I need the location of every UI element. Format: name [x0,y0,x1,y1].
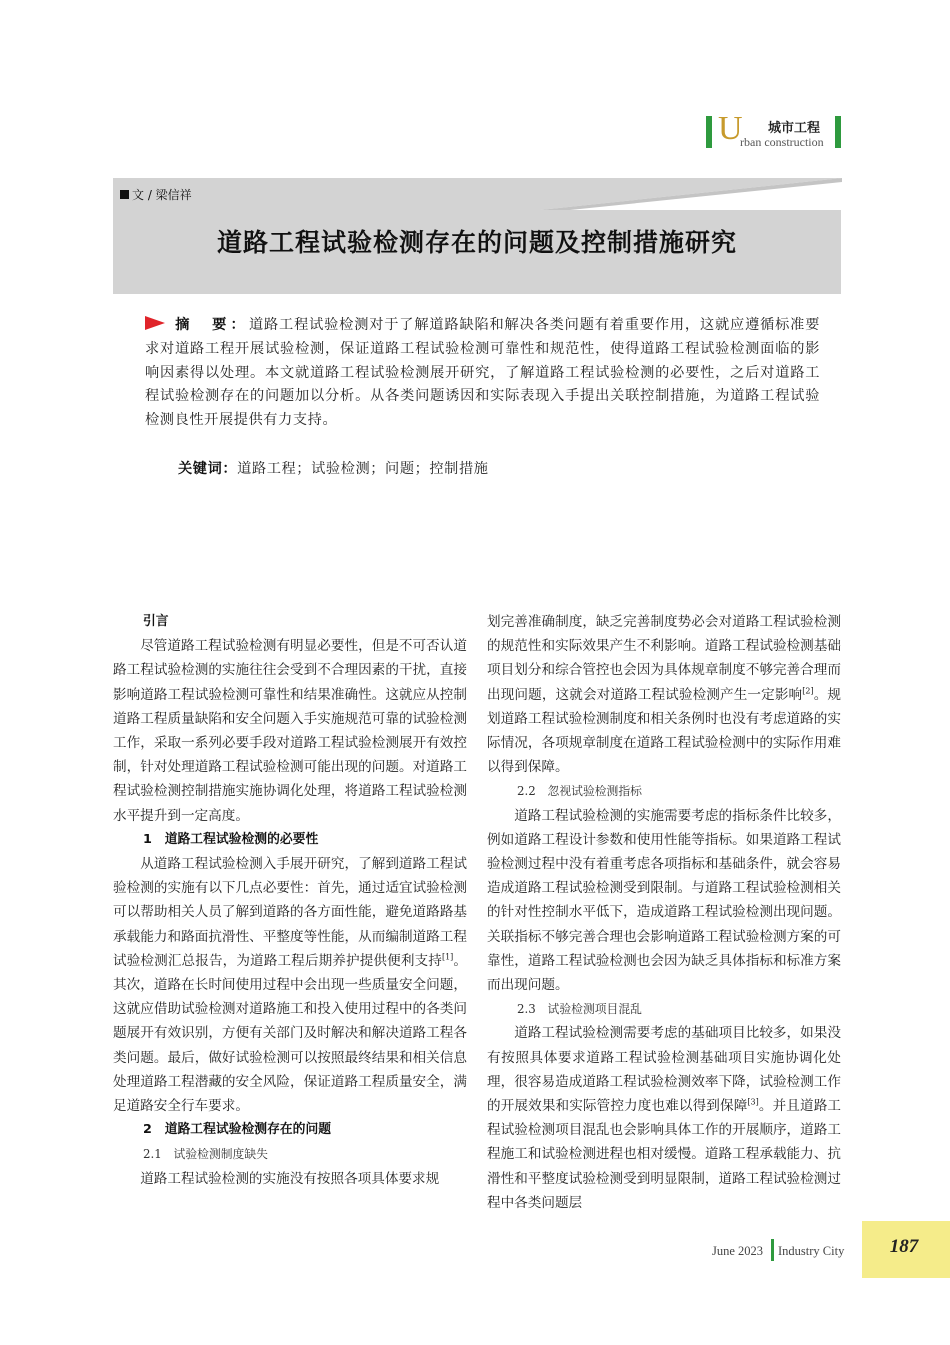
author-name: 文 / 梁信祥 [132,188,192,202]
section-1-heading: 1 道路工程试验检测的必要性 [143,831,319,847]
citation-3: [3] [747,1097,759,1107]
section-2-3-text-a: 道路工程试验检测需要考虑的基础项目比较多，如果没有按照具体要求道路工程试验检测基础项目实施协调化处理，很容易造成道路工程试验检测效率下降，试验检测工作的开展效果和实际管控力度也难以得到保障 [487,1025,841,1115]
keywords-text: 道路工程；试验检测；问题；控制措施 [237,461,489,477]
section-2-1-cont-b: 。规划道路工程试验检测制度和相关条例时也没有考虑道路的实际情况，各项规章制度在道路工程试验检测中的实际作用难以得到保障。 [487,686,842,776]
article-title: 道路工程试验检测存在的问题及控制措施研究 [216,228,737,257]
section-2-2-paragraph: 道路工程试验检测的实施需要考虑的指标条件比较多，例如道路工程设计参数和使用性能等指标。如果道路工程试验检测过程中没有着重考虑各项指标和基础条件，就会容易造成道路工程试验检测受到限制。与道路工程试验检测相关的针对性控制水平低下，造成道路工程试验检测出现问题。关联指标不够完善合理也会影响道路工程试验检测方案的可靠性，道路工程试验检测也会因为缺乏具体指标和标准方案而出现问题。 [487,807,841,994]
title-panel-wedge [540,178,842,210]
section-1-paragraph [113,852,467,1118]
keywords-label: 关键词： [178,461,238,477]
body-column-left [113,610,467,1191]
arrow-right-icon [145,316,165,330]
section-2-1-heading: 2.1 试验检测制度缺失 [143,1147,268,1162]
section-2-1-paragraph: 道路工程试验检测的实施没有按照各项具体要求规 [140,1170,440,1187]
citation-1: [1] [441,952,454,962]
section-2-1-cont-a: 划完善准确制度，缺乏完善制度势必会对道路工程试验检测的规范性和实际效果产生不利影响。道路工程试验检测基础项目划分和综合管控也会因为具体规章制度不够完善合理而出现问题，这就会对道路工程试验检测产生一定影响 [487,614,841,703]
section-2-3-paragraph [487,1021,841,1215]
page-number: 187 [889,1236,919,1257]
section-2-3-heading: 2.3 试验检测项目混乱 [517,1002,642,1017]
section-2-3-text-b: 。并且道路工程试验检测项目混乱也会影响具体工作的开展顺序，道路工程施工和试验检测进程也相对缓慢。道路工程承载能力、抗滑性和平整度试验检测受到明显限制，道路工程试验检测过程中各类问题层 [487,1098,842,1211]
section-2-1-continued [487,610,841,779]
abstract-text: 道路工程试验检测对于了解道路缺陷和解决各类问题有着重要作用，这就应遵循标准要求对道路工程开展试验检测，保证道路工程试验检测可靠性和规范性，使得道路工程试验检测面临的影响因素得以处理。本文就道路工程试验检测展开研究，了解道路工程试验检测的必要性，之后对道路工程试验检测存在的问题加以分析。从各类问题诱因和实际表现入手提出关联控制措施，为道路工程试验检测良性开展提供有力支持。 [145,317,820,429]
header-bar-left [706,116,712,148]
section-1-text-b: 。其次，道路在长时间使用过程中会出现一些质量安全问题，这就应借助试验检测对道路施工和投入使用过程中的各类问题展开有效识别，方便有关部门及时解决和解决道路工程各类问题。最后，做好试验检测可以按照最终结果和相关信息处理道路工程潜藏的安全风险，保证道路工程质量安全，满足道路安全行车要求。 [113,952,468,1115]
section-1-text-a: 从道路工程试验检测入手展开研究，了解到道路工程试验检测的实施有以下几点必要性：首先，通过适宜试验检测可以帮助相关人员了解到道路的各方面性能，避免道路路基承载能力和路面抗滑性、平整度等性能，从而编制道路工程试验检测汇总报告，为道路工程后期养护提供便利支持 [113,856,467,969]
intro-paragraph: 尽管道路工程试验检测有明显必要性，但是不可否认道路工程试验检测的实施往往会受到不合理因素的干扰，直接影响道路工程试验检测可靠性和结果准确性。这就应从控制道路工程质量缺陷和安全问题入手实施规范可靠的试验检测工作，采取一系列必要手段对道路工程试验检测展开有效控制，针对处理道路工程试验检测可能出现的问题。对道路工程试验检测控制措施实施协调化处理，将道路工程试验检测水平提升到一定高度。 [113,638,467,824]
keywords [178,458,489,478]
footer-date: June 2023 [712,1244,764,1258]
body-column-right [487,610,841,1215]
section-2-heading: 2 道路工程试验检测存在的问题 [143,1122,332,1138]
header-logo-letter: U [718,110,743,147]
header-section-cn: 城市工程 [768,121,821,136]
header-section-en: rban construction [740,135,824,149]
citation-2: [2] [802,686,814,696]
footer-magazine: Industry City [778,1244,845,1258]
footer-divider [771,1239,774,1261]
intro-heading: 引言 [143,614,169,629]
author-line [120,186,192,203]
abstract-label: 摘 要： [175,317,249,333]
section-2-2-heading: 2.2 忽视试验检测指标 [517,784,642,799]
header-bar-right [835,116,841,148]
author-square-icon [120,190,129,199]
abstract [145,314,820,433]
